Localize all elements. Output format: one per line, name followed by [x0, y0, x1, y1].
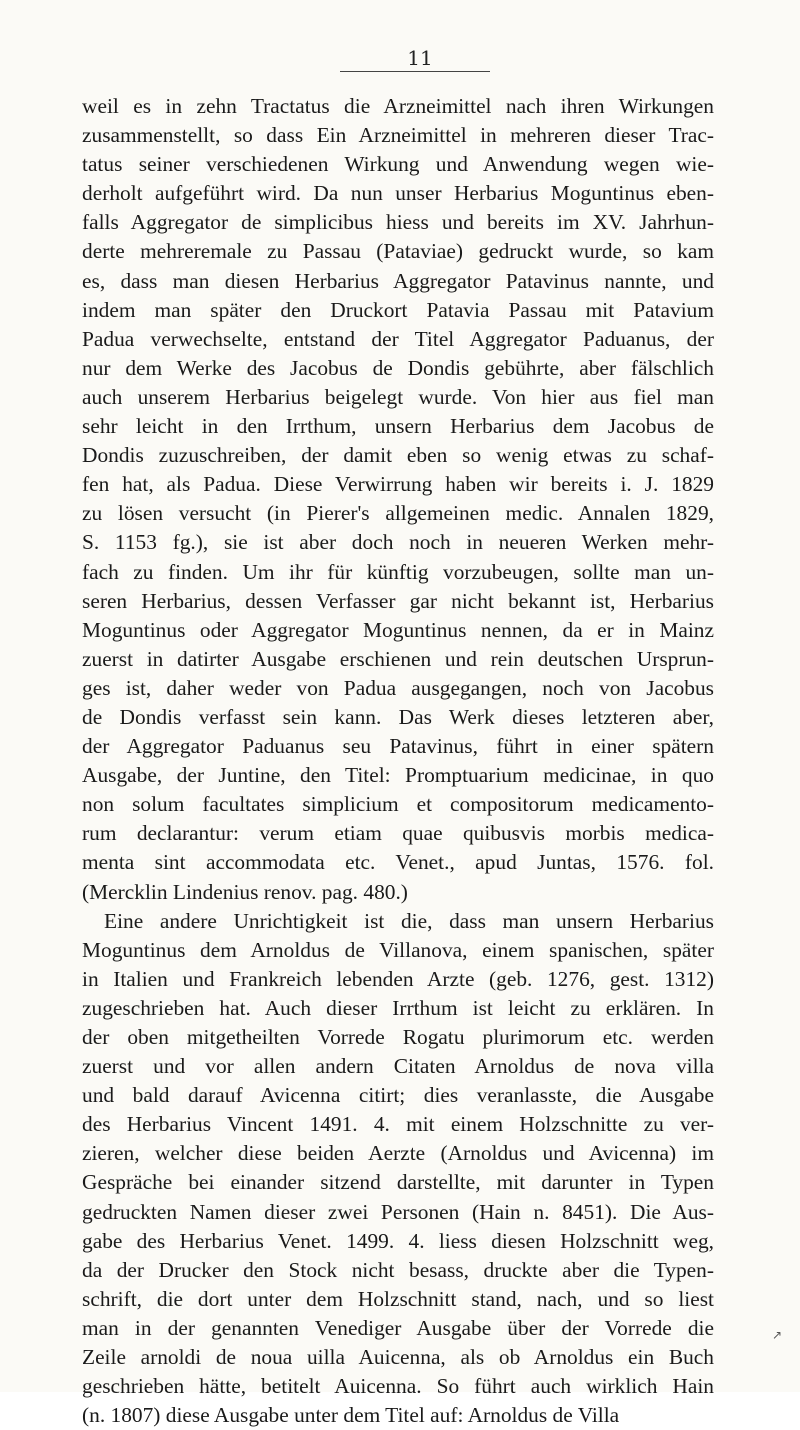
text-line: in Italien und Frankreich lebenden Arzte (geb. 1276, gest. 1312): [82, 966, 714, 991]
text-line: fach zu finden. Um ihr für künftig vorzubeugen, sollte man un-: [82, 559, 714, 584]
text-line: Gespräche bei einander sitzend darstellte, mit darunter in Typen: [82, 1170, 714, 1195]
text-line: derholt aufgeführt wird. Da nun unser Herbarius Moguntinus eben-: [82, 181, 714, 206]
text-line: man in der genannten Venediger Ausgabe über der Vorrede die: [82, 1315, 714, 1340]
text-line: Padua verwechselte, entstand der Titel Aggregator Paduanus, der: [82, 326, 714, 351]
text-line: des Herbarius Vincent 1491. 4. mit einem Holzschnitte zu ver-: [82, 1112, 714, 1137]
text-line: Ausgabe, der Juntine, den Titel: Promptuarium medicinae, in quo: [82, 763, 714, 788]
text-line: auch unserem Herbarius beigelegt wurde. Von hier aus fiel man: [82, 384, 714, 409]
text-line: geschrieben hätte, betitelt Auicenna. So führt auch wirklich Hain: [82, 1374, 714, 1399]
text-line: zusammenstellt, so dass Ein Arzneimittel in mehreren dieser Trac-: [82, 123, 714, 148]
text-line: zuerst und vor allen andern Citaten Arnoldus de nova villa: [82, 1054, 714, 1079]
header-rule: [340, 71, 490, 72]
page-number: 11: [407, 46, 433, 70]
text-line: Moguntinus oder Aggregator Moguntinus nennen, da er in Mainz: [82, 617, 714, 642]
text-line: derte mehreremale zu Passau (Pataviae) gedruckt wurde, so kam: [82, 239, 714, 264]
text-line: zieren, welcher diese beiden Aerzte (Arnoldus und Avicenna) im: [82, 1141, 714, 1166]
text-line: zu lösen versucht (in Pierer's allgemeinen medic. Annalen 1829,: [82, 501, 714, 526]
text-line: es, dass man diesen Herbarius Aggregator Patavinus nannte, und: [82, 268, 714, 293]
text-line: tatus seiner verschiedenen Wirkung und Anwendung wegen wie-: [82, 152, 714, 177]
text-line: zugeschrieben hat. Auch dieser Irrthum ist leicht zu erklären. In: [82, 995, 714, 1020]
text-line: seren Herbarius, dessen Verfasser gar nicht bekannt ist, Herbarius: [82, 588, 714, 613]
text-line: indem man später den Druckort Patavia Passau mit Patavium: [82, 297, 714, 322]
text-line: der oben mitgetheilten Vorrede Rogatu plurimorum etc. werden: [82, 1025, 714, 1049]
text-line: sehr leicht in den Irrthum, unsern Herbarius dem Jacobus de: [82, 414, 714, 439]
text-line: Eine andere Unrichtigkeit ist die, dass man unsern Herbarius: [104, 908, 714, 933]
text-line: gedruckten Namen dieser zwei Personen (Hain n. 8451). Die Aus-: [82, 1199, 714, 1224]
text-line: Zeile arnoldi de noua uilla Auicenna, als ob Arnoldus ein Buch: [82, 1345, 714, 1370]
text-line: da der Drucker den Stock nicht besass, druckte aber die Typen-: [82, 1257, 714, 1282]
text-line: nur dem Werke des Jacobus de Dondis gebührte, aber fälschlich: [82, 355, 714, 380]
text-line: weil es in zehn Tractatus die Arzneimittel nach ihren Wirkungen: [82, 94, 714, 118]
text-line: Moguntinus dem Arnoldus de Villanova, einem spanischen, später: [82, 937, 714, 962]
text-line: falls Aggregator de simplicibus hiess und bereits im XV. Jahrhun-: [82, 210, 714, 235]
text-line: schrift, die dort unter dem Holzschnitt stand, nach, und so liest: [82, 1286, 714, 1311]
text-line: (Mercklin Lindenius renov. pag. 480.): [82, 879, 408, 904]
text-line: rum declarantur: verum etiam quae quibusvis morbis medica-: [82, 821, 714, 846]
text-line: gabe des Herbarius Venet. 1499. 4. liess diesen Holzschnitt weg,: [82, 1228, 714, 1253]
text-line: ges ist, daher weder von Padua ausgegangen, noch von Jacobus: [82, 675, 714, 700]
text-line: non solum facultates simplicium et compositorum medicamento-: [82, 792, 714, 817]
corner-mark-icon: ↗: [771, 1328, 782, 1342]
text-line: fen hat, als Padua. Diese Verwirrung haben wir bereits i. J. 1829: [82, 472, 714, 497]
text-line: und bald darauf Avicenna citirt; dies veranlasste, die Ausgabe: [82, 1083, 714, 1108]
text-line: zuerst in datirter Ausgabe erschienen und rein deutschen Ursprun-: [82, 646, 714, 671]
text-line: S. 1153 fg.), sie ist aber doch noch in neueren Werken mehr-: [82, 530, 714, 555]
text-line: menta sint accommodata etc. Venet., apud Juntas, 1576. fol.: [82, 850, 714, 875]
text-line: Dondis zuzuschreiben, der damit eben so wenig etwas zu schaf-: [82, 443, 714, 468]
body-text: [82, 92, 714, 1430]
text-line: de Dondis verfasst sein kann. Das Werk dieses letzteren aber,: [82, 704, 714, 729]
text-line: der Aggregator Paduanus seu Patavinus, führt in einer spätern: [82, 734, 714, 759]
text-line: (n. 1807) diese Ausgabe unter dem Titel auf: Arnoldus de Villa: [82, 1403, 620, 1428]
